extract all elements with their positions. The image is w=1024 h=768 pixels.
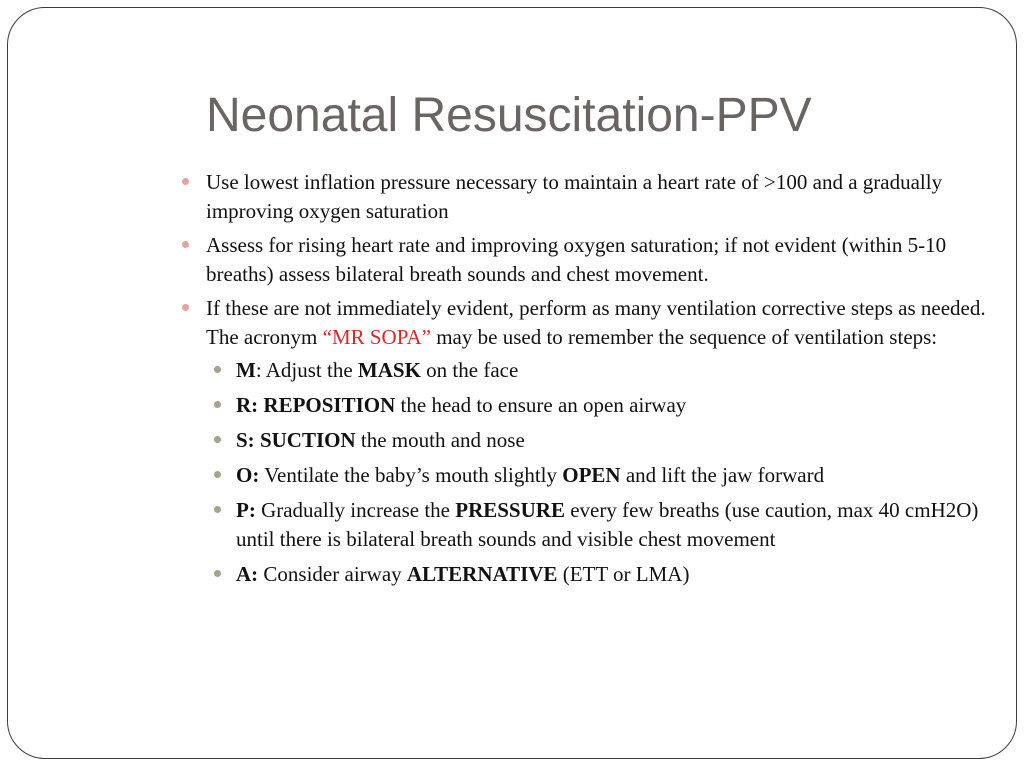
- bullet-text-after: may be used to remember the sequence of ventilation steps:: [430, 325, 938, 349]
- step-keyword: SUCTION: [259, 428, 356, 452]
- bullet-item: [206, 294, 996, 589]
- step-letter: R:: [236, 393, 259, 417]
- bullet-item: [206, 168, 996, 226]
- step-keyword: MASK: [357, 358, 421, 382]
- step-item-o: [236, 461, 996, 490]
- step-letter: A:: [236, 562, 259, 586]
- slide-content: [206, 168, 996, 595]
- bullet-list: [206, 168, 996, 589]
- step-keyword: OPEN: [562, 463, 621, 487]
- step-text: : Adjust the: [255, 358, 358, 382]
- step-letter: S:: [236, 428, 255, 452]
- step-keyword: REPOSITION: [263, 393, 396, 417]
- step-text: every few breaths (use caution, max 40 cmH2O) until there is bilateral breath sounds and visible chest movement: [236, 498, 979, 551]
- step-text: on the face: [420, 358, 519, 382]
- step-item-a: [236, 560, 996, 589]
- step-text: Consider airway: [258, 562, 407, 586]
- step-item-m: [236, 356, 996, 385]
- step-text: the mouth and nose: [355, 428, 525, 452]
- step-letter: O:: [236, 463, 260, 487]
- acronym-highlight: “MR SOPA”: [322, 325, 431, 349]
- step-text: Ventilate the baby’s mouth slightly: [259, 463, 563, 487]
- step-text: and lift the jaw forward: [620, 463, 825, 487]
- bullet-text: Use lowest inflation pressure necessary to maintain a heart rate of >100 and a gradually improving oxygen saturation: [206, 170, 943, 223]
- step-letter: M: [236, 358, 256, 382]
- mr-sopa-steps: [236, 356, 996, 589]
- step-item-r: [236, 391, 996, 420]
- step-keyword: ALTERNATIVE: [406, 562, 558, 586]
- bullet-text: Assess for rising heart rate and improving oxygen saturation; if not evident (within 5-10 breaths) assess bilateral breath sounds and chest movement.: [206, 233, 947, 286]
- step-text: (ETT or LMA): [557, 562, 690, 586]
- step-letter: P:: [236, 498, 256, 522]
- bullet-item: [206, 231, 996, 289]
- step-item-p: [236, 496, 996, 554]
- step-keyword: PRESSURE: [455, 498, 565, 522]
- step-text: the head to ensure an open airway: [395, 393, 687, 417]
- slide-title: Neonatal Resuscitation-PPV: [206, 89, 812, 142]
- step-item-s: [236, 426, 996, 455]
- step-text: Gradually increase the: [255, 498, 456, 522]
- bullet-text-before: If these are not immediately evident, perform as many ventilation corrective steps as needed. The acronym: [206, 296, 986, 349]
